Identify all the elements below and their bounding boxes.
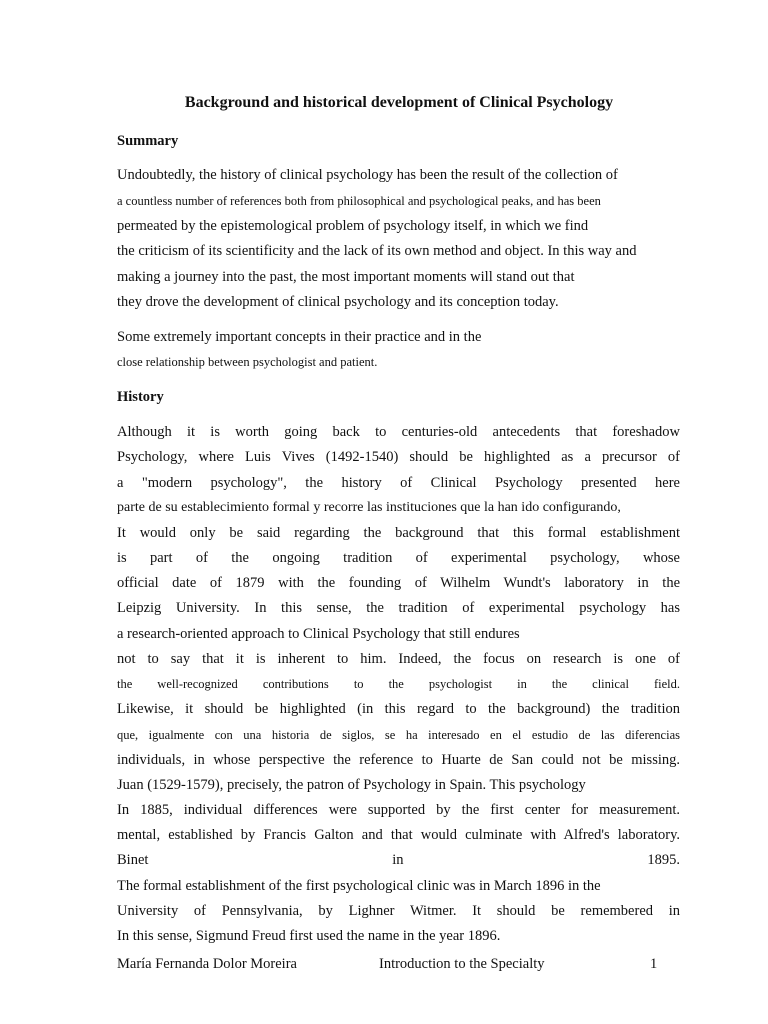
history-line: a research-oriented approach to Clinical Psychology that still endures <box>117 626 520 642</box>
history-line: Likewise, it should be highlighted (in this regard to the background) the tradition <box>117 701 680 717</box>
footer-course: Introduction to the Specialty <box>379 956 545 972</box>
history-line: The formal establishment of the first psychological clinic was in March 1896 in the <box>117 878 601 894</box>
history-line: individuals, in whose perspective the reference to Huarte de San could not be missing. <box>117 752 680 768</box>
history-line: University of Pennsylvania, by Lighner Witmer. It should be remembered in <box>117 903 680 919</box>
history-line: is part of the ongoing tradition of experimental psychology, whose <box>117 550 680 566</box>
history-line: que, igualmente con una historia de siglos, se ha interesado en el estudio de las diferencias <box>117 728 680 742</box>
history-line: It would only be said regarding the background that this formal establishment <box>117 525 680 541</box>
footer-author: María Fernanda Dolor Moreira <box>117 956 297 972</box>
history-line: not to say that it is inherent to him. Indeed, the focus on research is one of <box>117 651 680 667</box>
summary-line: permeated by the epistemological problem of psychology itself, in which we find <box>117 218 589 234</box>
summary-line: making a journey into the past, the most important moments will stand out that <box>117 269 575 285</box>
document-title: Background and historical development of Clinical Psychology <box>184 94 614 111</box>
history-line: the well-recognized contributions to the psychologist in the clinical field. <box>117 677 680 691</box>
footer-page-number: 1 <box>650 956 658 972</box>
summary-line: they drove the development of clinical psychology and its conception today. <box>117 294 559 310</box>
history-heading: History <box>117 389 164 405</box>
history-line: In 1885, individual differences were supported by the first center for measurement. <box>117 802 680 818</box>
history-line: parte de su establecimiento formal y recorre las instituciones que la han ido configurando, <box>117 500 621 515</box>
summary-line: close relationship between psychologist and patient. <box>117 355 378 369</box>
history-line: Binet in 1895. <box>117 852 680 868</box>
summary-line: the criticism of its scientificity and the lack of its own method and object. In this way and <box>117 243 637 259</box>
summary-line: Undoubtedly, the history of clinical psychology has been the result of the collection of <box>117 167 618 183</box>
history-line: Psychology, where Luis Vives (1492-1540) should be highlighted as a precursor of <box>117 449 680 465</box>
summary-heading: Summary <box>117 133 179 149</box>
history-line: Although it is worth going back to centuries-old antecedents that foreshadow <box>117 424 680 440</box>
history-line: official date of 1879 with the founding of Wilhelm Wundt's laboratory in the <box>117 575 680 591</box>
history-line: a "modern psychology", the history of Clinical Psychology presented here <box>117 475 680 491</box>
history-line: Leipzig University. In this sense, the tradition of experimental psychology has <box>117 600 680 616</box>
summary-line: Some extremely important concepts in their practice and in the <box>117 329 482 345</box>
history-line: mental, established by Francis Galton and that would culminate with Alfred's laboratory. <box>117 827 680 843</box>
history-line: In this sense, Sigmund Freud first used the name in the year 1896. <box>117 928 501 944</box>
summary-line: a countless number of references both from philosophical and psychological peaks, and has been <box>117 194 601 208</box>
history-line: Juan (1529-1579), precisely, the patron of Psychology in Spain. This psychology <box>117 777 586 793</box>
